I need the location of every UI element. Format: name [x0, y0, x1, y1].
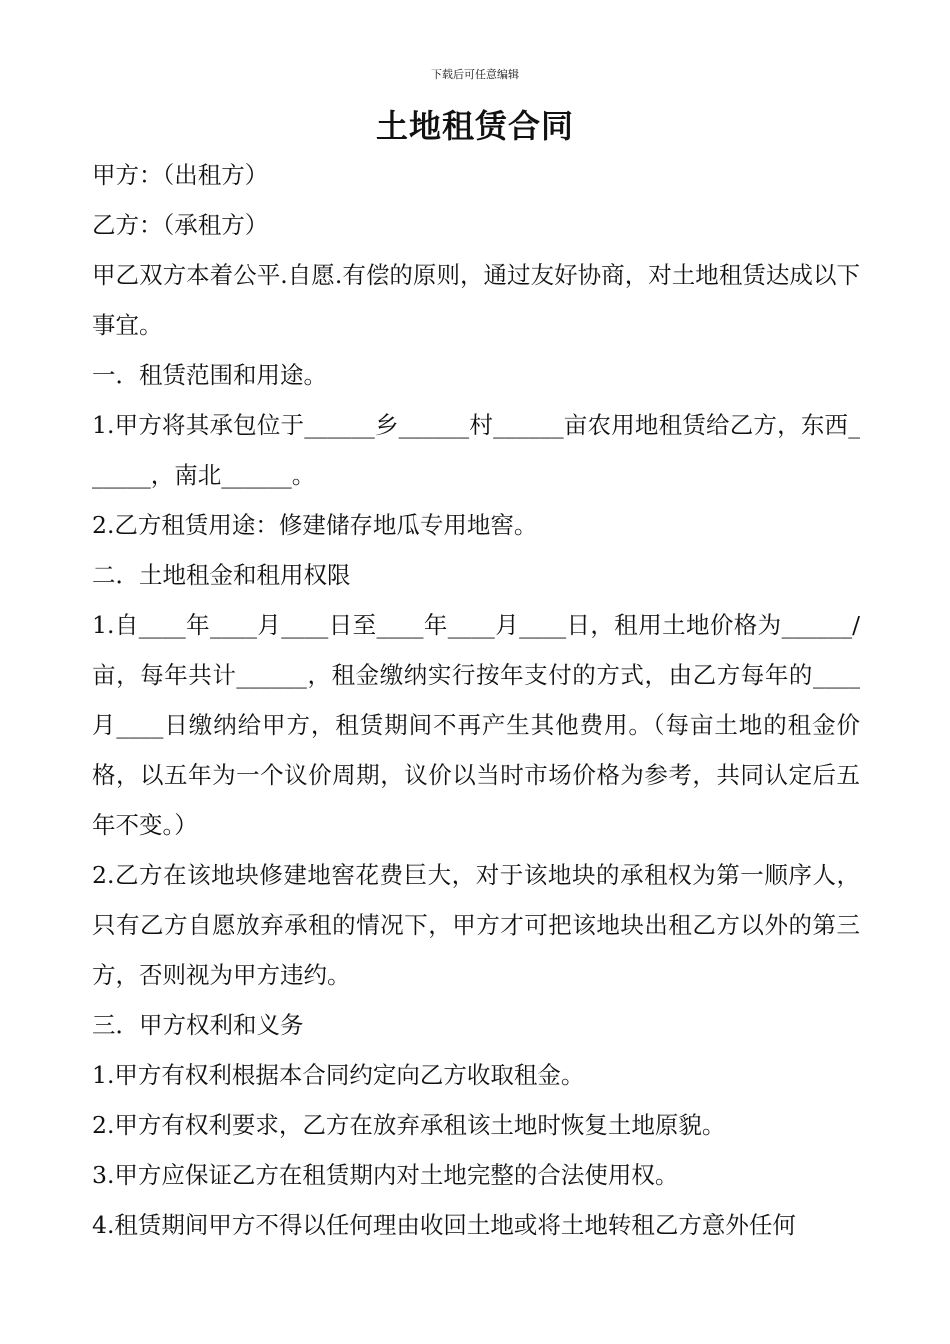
header-note: 下载后可任意编辑	[431, 68, 519, 81]
clause-2-1: 1.自____年____月____日至____年____月____日，租用土地价格为______/亩，每年共计______，租金缴纳实行按年支付的方式，由乙方每年的____月____日缴纳给甲方，租赁期间不再产生其他费用。（每亩土地的租金价格，以五年为一个议价周期，议价以当时市场价格为参考，共同认定后五年不变。）	[92, 611, 860, 839]
clause-1-1: 1.甲方将其承包位于______乡______村______亩农用地租赁给乙方，东西______，南北______。	[92, 411, 860, 489]
preamble-paragraph: 甲乙双方本着公平.自愿.有偿的原则，通过友好协商，对土地租赁达成以下事宜。	[92, 261, 860, 339]
party-b-line: 乙方：（承租方）	[92, 211, 269, 239]
clause-3-4: 4.租赁期间甲方不得以任何理由收回土地或将土地转租乙方意外任何	[92, 1211, 796, 1239]
clause-3-3: 3.甲方应保证乙方在租赁期内对土地完整的合法使用权。	[92, 1161, 679, 1189]
section-heading-3: 三．甲方权利和义务	[92, 1011, 304, 1039]
clause-1-2: 2.乙方租赁用途：修建储存地瓜专用地窖。	[92, 511, 538, 539]
party-a-line: 甲方：（出租方）	[92, 161, 269, 189]
clause-3-1: 1.甲方有权利根据本合同约定向乙方收取租金。	[92, 1061, 585, 1089]
section-heading-2: 二．土地租金和租用权限	[92, 561, 351, 589]
section-heading-1: 一．租赁范围和用途。	[92, 361, 327, 389]
document-title: 土地租赁合同	[375, 107, 574, 145]
clause-2-2: 2.乙方在该地块修建地窖花费巨大，对于该地块的承租权为第一顺序人，只有乙方自愿放弃承租的情况下，甲方才可把该地块出租乙方以外的第三方，否则视为甲方违约。	[92, 861, 860, 989]
document-body	[92, 150, 860, 1250]
clause-3-2: 2.甲方有权利要求，乙方在放弃承租该土地时恢复土地原貌。	[92, 1111, 726, 1139]
